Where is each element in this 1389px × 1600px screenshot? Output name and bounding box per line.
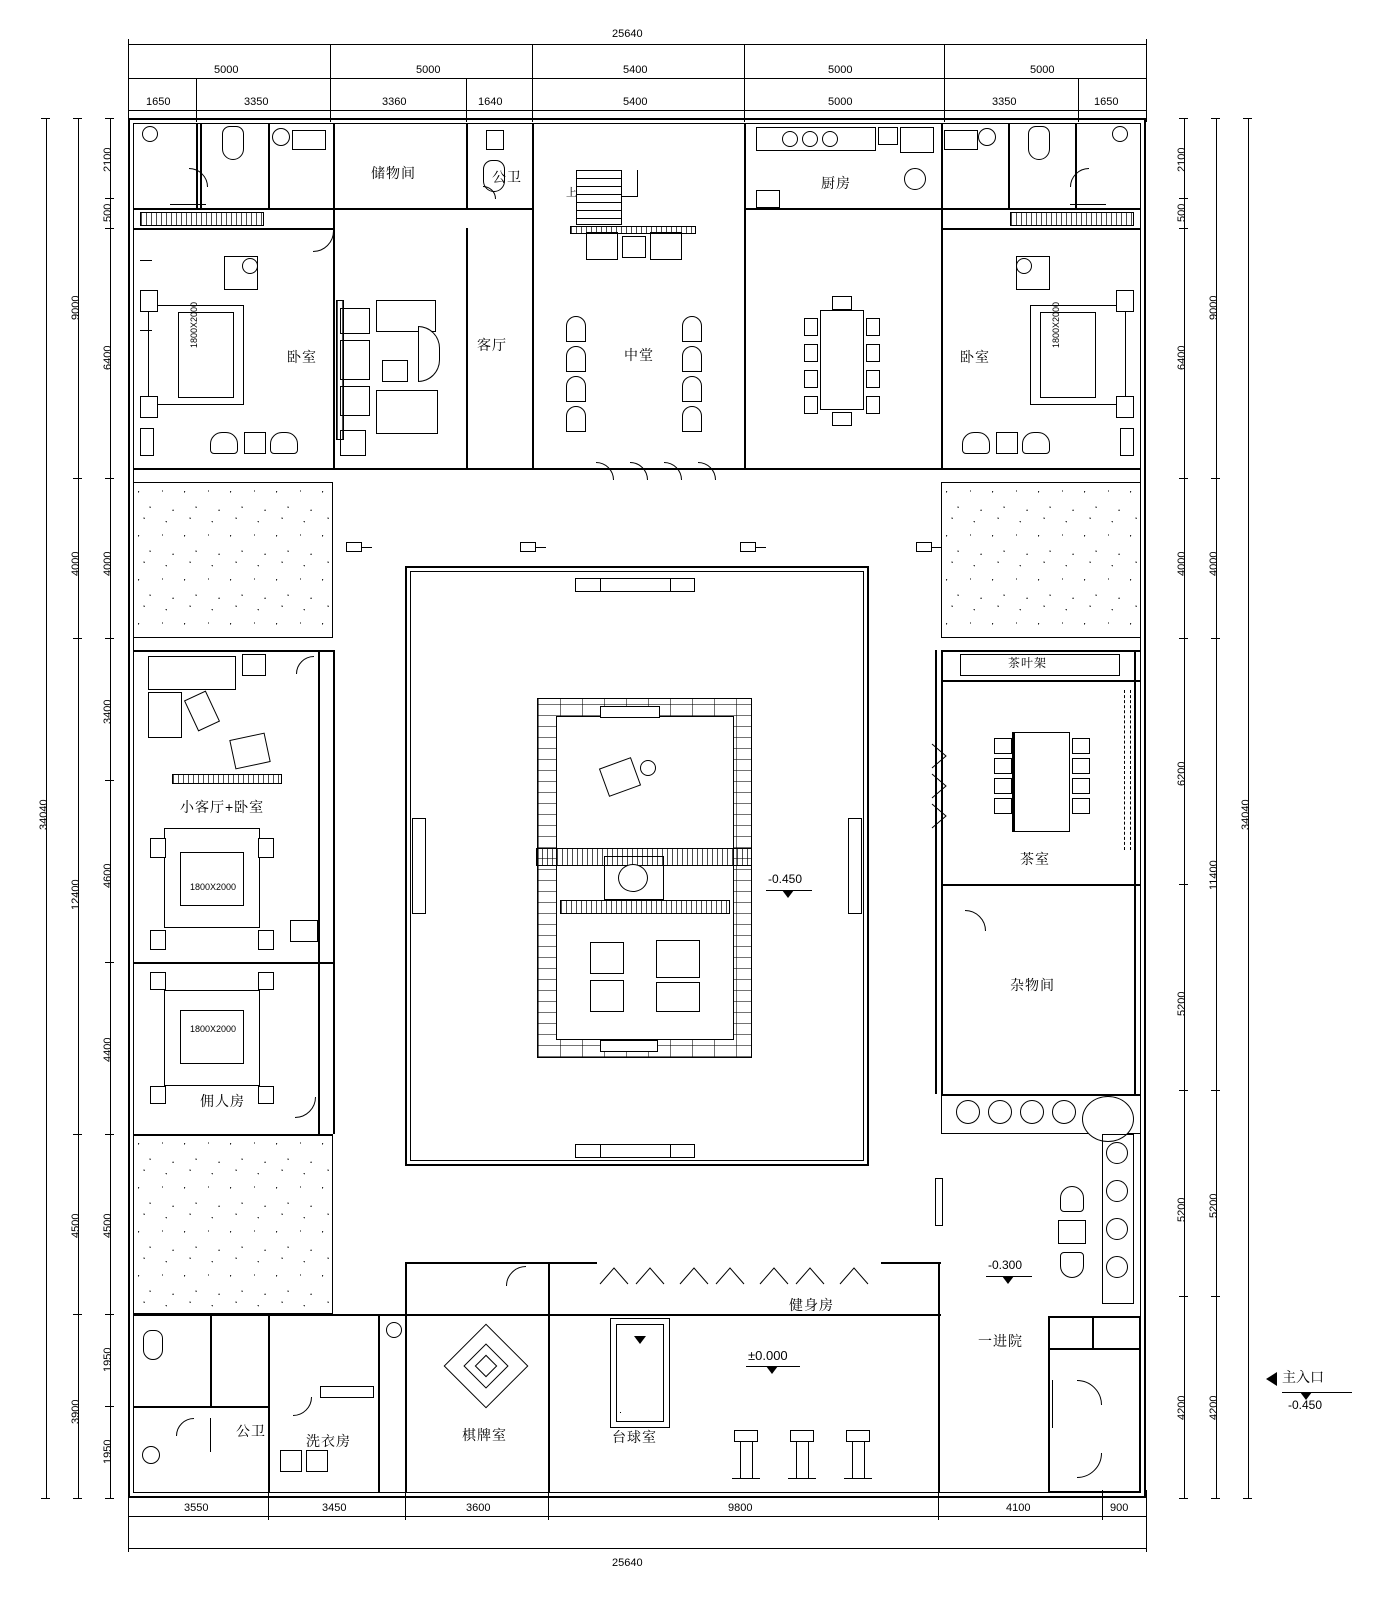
cabinet [756, 190, 780, 208]
garden-top-left [133, 482, 333, 638]
dim-right-i3: 4000 [1176, 551, 1188, 576]
dim-left-i4: 3400 [102, 699, 114, 724]
side-table [244, 432, 266, 454]
garden-top-right [941, 482, 1141, 638]
dim-bottom-overall: 25640 [612, 1557, 643, 1569]
dim-left-g4: 3900 [70, 1399, 82, 1424]
gym-machine [790, 1430, 814, 1442]
dim-top-r1-4: 5000 [1030, 64, 1055, 76]
dim-left-g0: 9000 [70, 295, 82, 320]
wardrobe-right [1010, 212, 1134, 226]
nightstand [150, 930, 166, 950]
armchair [1022, 432, 1050, 454]
hall-chair [682, 376, 702, 402]
nightstand [258, 838, 274, 858]
dim-right-overall: 34040 [1240, 799, 1252, 830]
hall-table [622, 236, 646, 258]
hall-chair [682, 406, 702, 432]
washing-machine-icon [280, 1450, 302, 1472]
chair-icon [1016, 258, 1032, 274]
hall-chair [566, 346, 586, 372]
dim-left-overall: 34040 [38, 799, 50, 830]
nightstand [258, 972, 274, 990]
bed-mattress [178, 312, 234, 398]
hall-armchair [586, 232, 618, 260]
plant-icon [988, 1100, 1012, 1124]
sofa-main [376, 390, 438, 434]
room-label-tea-room: 茶室 [1020, 851, 1050, 867]
cabinet [140, 428, 154, 456]
level-marker-courtyard-2: -0.300 [988, 1258, 1023, 1272]
hall-chair [566, 376, 586, 402]
room-label-central-hall: 中堂 [624, 347, 654, 363]
courtyard-gate-right [848, 818, 862, 914]
dim-bot-1: 3450 [322, 1502, 347, 1514]
tea-chair [1072, 798, 1090, 814]
nightstand [258, 1086, 274, 1104]
tea-chair [994, 798, 1012, 814]
sofa-seat [340, 308, 370, 334]
dim-right-g4: 4200 [1208, 1395, 1220, 1420]
stove-burner-icon [822, 131, 838, 147]
dim-right-g0: 9000 [1208, 295, 1220, 320]
nightstand [1116, 290, 1134, 312]
dim-right-i4: 6200 [1176, 761, 1188, 786]
dim-bot-3: 9800 [728, 1502, 753, 1514]
dim-left-g1: 4000 [70, 551, 82, 576]
side-table [996, 432, 1018, 454]
level-marker-courtyard: -0.450 [768, 872, 803, 886]
room-label-public-wc-bottom: 公卫 [236, 1423, 266, 1439]
outdoor-chair [1060, 1252, 1084, 1278]
basin-icon [978, 128, 996, 146]
room-label-tea-shelf: 茶叶架 [1008, 656, 1048, 670]
dim-right-i5: 5200 [1176, 991, 1188, 1016]
basin-icon [142, 1446, 160, 1464]
dining-chair [832, 412, 852, 426]
room-label-bedroom-left: 卧室 [287, 349, 317, 365]
dim-left-i6: 4400 [102, 1037, 114, 1062]
courtyard-bench [600, 1040, 658, 1052]
stair-up-label: 上 [566, 187, 577, 199]
basin-icon [272, 128, 290, 146]
dim-left-g3: 4500 [70, 1213, 82, 1238]
plant-icon [1106, 1256, 1128, 1278]
dim-line-left-group [78, 118, 79, 1498]
tea-chair [1072, 758, 1090, 774]
wall-panel [336, 300, 344, 440]
nightstand [140, 290, 158, 312]
dining-chair [866, 370, 880, 388]
dining-chair [866, 344, 880, 362]
wardrobe-left [140, 212, 264, 226]
room-label-living-room: 客厅 [477, 337, 507, 353]
level-marker-gym: ±0.000 [748, 1348, 788, 1363]
sink-icon [1112, 126, 1128, 142]
dim-left-i1: 500 [102, 203, 114, 222]
bed-mattress [1040, 312, 1096, 398]
tv-console [172, 774, 282, 784]
dim-bot-5: 900 [1110, 1502, 1129, 1514]
dining-chair [804, 370, 818, 388]
tea-table [1014, 732, 1070, 832]
dim-top-r2-4: 5400 [623, 96, 648, 108]
plant-icon [386, 1322, 402, 1338]
dining-chair [804, 344, 818, 362]
dining-chair [866, 318, 880, 336]
dim-left-i5: 4600 [102, 863, 114, 888]
room-label-servant-room: 佣人房 [200, 1093, 245, 1109]
dim-top-r2-5: 5000 [828, 96, 853, 108]
room-label-first-courtyard: 一进院 [978, 1333, 1023, 1349]
bed-size-label-right: 1800X2000 [1051, 301, 1061, 348]
dim-left-i3: 4000 [102, 551, 114, 576]
plant-icon [1020, 1100, 1044, 1124]
dim-top-r2-1: 3350 [244, 96, 269, 108]
dim-line-bottom-row [128, 1516, 1146, 1517]
toilet-icon [222, 126, 244, 160]
coffee-table [382, 360, 408, 382]
garden-bottom-left [133, 1134, 333, 1314]
dim-left-i0: 2100 [102, 147, 114, 172]
dining-chair [832, 296, 852, 310]
outdoor-armchair [590, 942, 624, 974]
sofa-seat [148, 692, 182, 738]
dim-top-r1-0: 5000 [214, 64, 239, 76]
plant-icon [956, 1100, 980, 1124]
plant-icon [1052, 1100, 1076, 1124]
hall-chair [566, 406, 586, 432]
bed-size-label-2: 1800X2000 [190, 1024, 237, 1034]
dim-line-bottom-outer [128, 1548, 1146, 1549]
hall-chair [682, 316, 702, 342]
dining-chair [804, 396, 818, 414]
stove-burner-icon [802, 131, 818, 147]
plant-icon [1106, 1180, 1128, 1202]
nightstand [140, 396, 158, 418]
dim-right-i2: 6400 [1176, 345, 1188, 370]
room-label-chess-card-room: 棋牌室 [462, 1427, 507, 1443]
dim-top-r2-7: 1650 [1094, 96, 1119, 108]
courtyard-decking [560, 900, 730, 914]
dim-left-g2: 12400 [70, 879, 82, 910]
armchair [210, 432, 238, 454]
dim-line-left-inner [110, 118, 111, 1498]
dim-right-i0: 2100 [1176, 147, 1188, 172]
main-entrance-level: -0.450 [1288, 1398, 1323, 1412]
counter [320, 1386, 374, 1398]
dining-chair [866, 396, 880, 414]
dim-right-g2: 11400 [1208, 860, 1220, 890]
courtyard-bench [600, 706, 660, 718]
cabinet [878, 127, 898, 145]
sofa [340, 340, 370, 380]
room-label-gym: 健身房 [789, 1297, 834, 1313]
dim-left-i7: 4500 [102, 1213, 114, 1238]
folding-door-row-icon [596, 1262, 886, 1286]
dim-line-right-inner [1184, 118, 1185, 1498]
bed-mattress [180, 852, 244, 906]
tea-chair [994, 778, 1012, 794]
courtyard-gate-bottom [575, 1144, 695, 1158]
toilet-icon [1028, 126, 1050, 160]
room-label-storage: 储物间 [371, 165, 416, 181]
gym-machine [734, 1430, 758, 1442]
dim-top-r1-2: 5400 [623, 64, 648, 76]
dim-line-top-row2 [128, 110, 1146, 111]
dim-top-r2-0: 1650 [146, 96, 171, 108]
dim-bot-2: 3600 [466, 1502, 491, 1514]
tea-chair [994, 758, 1012, 774]
appliance-icon [904, 168, 926, 190]
dining-table [820, 310, 864, 410]
dim-right-i6: 5200 [1176, 1197, 1188, 1222]
plant-icon [1106, 1142, 1128, 1164]
fountain-icon [618, 864, 648, 892]
gate-post [346, 542, 362, 552]
dim-line-top-row1 [128, 78, 1146, 79]
toilet-icon [143, 1330, 163, 1360]
hall-chair [566, 316, 586, 342]
side-table [242, 654, 266, 676]
outdoor-armchair [590, 980, 624, 1012]
gate-post [740, 542, 756, 552]
dim-top-r1-3: 5000 [828, 64, 853, 76]
nightstand [150, 838, 166, 858]
wall-opening [935, 1178, 943, 1226]
hall-armchair [650, 232, 682, 260]
room-label-kitchen: 厨房 [821, 175, 851, 191]
courtyard-gate-top [575, 578, 695, 592]
room-label-laundry-room: 洗衣房 [306, 1433, 351, 1449]
kitchen-sink-icon [900, 127, 934, 153]
dim-top-r2-2: 3360 [382, 96, 407, 108]
dim-top-r2-6: 3350 [992, 96, 1017, 108]
sink-icon [142, 126, 158, 142]
hall-console [570, 226, 696, 234]
dim-right-i1: 500 [1176, 203, 1188, 222]
gate-post [520, 542, 536, 552]
dim-bot-4: 4100 [1006, 1502, 1031, 1514]
stove-burner-icon [782, 131, 798, 147]
dim-left-i8: 1950 [102, 1347, 114, 1372]
plant-icon [1106, 1218, 1128, 1240]
dim-top-r2-3: 1640 [478, 96, 503, 108]
chair-icon [242, 258, 258, 274]
room-label-billiards-room: 台球室 [612, 1429, 657, 1445]
outdoor-sofa [656, 982, 700, 1012]
dim-bot-0: 3550 [184, 1502, 209, 1514]
gate-post [916, 542, 932, 552]
courtyard-gate-left [412, 818, 426, 914]
bed-mattress [180, 1010, 244, 1064]
bed-size-label-left: 1800X2000 [189, 301, 199, 348]
tea-chair [1072, 778, 1090, 794]
room-label-bedroom-right: 卧室 [960, 349, 990, 365]
hall-chair [682, 346, 702, 372]
room-label-utility-room: 杂物间 [1010, 977, 1055, 993]
room-label-public-wc-top: 公卫 [492, 169, 522, 185]
dim-left-i2: 6400 [102, 345, 114, 370]
main-entrance-label: 主入口 [1282, 1369, 1324, 1385]
dryer-icon [306, 1450, 328, 1472]
cabinet [1120, 428, 1134, 456]
main-entrance-arrow-icon [1266, 1372, 1277, 1386]
counter [292, 130, 326, 150]
outdoor-table [1058, 1220, 1086, 1244]
dim-top-r1-1: 5000 [416, 64, 441, 76]
nightstand [258, 930, 274, 950]
dim-top-overall: 25640 [612, 28, 643, 40]
dim-right-g3: 5200 [1208, 1193, 1220, 1218]
tea-chair [1072, 738, 1090, 754]
nightstand [150, 1086, 166, 1104]
counter [944, 130, 978, 150]
outdoor-chair [1060, 1186, 1084, 1212]
armchair [962, 432, 990, 454]
round-side-table [640, 760, 656, 776]
dim-left-i9: 1950 [102, 1439, 114, 1464]
tea-chair [994, 738, 1012, 754]
nightstand [1116, 396, 1134, 418]
dim-right-g1: 4000 [1208, 551, 1220, 576]
dim-right-i7: 4200 [1176, 1395, 1188, 1420]
dim-line-right-group [1216, 118, 1217, 1498]
dim-line-top-outer [128, 44, 1146, 45]
folding-door-icon [930, 742, 952, 838]
dining-chair [804, 318, 818, 336]
sofa [148, 656, 236, 690]
room-label-small-living-bedroom: 小客厅+卧室 [180, 799, 265, 815]
sofa-seat [340, 386, 370, 416]
nightstand [150, 972, 166, 990]
bed-size-label-1: 1800X2000 [190, 882, 237, 892]
cistern [486, 130, 504, 150]
gym-machine [846, 1430, 870, 1442]
cabinet [290, 920, 318, 942]
outdoor-sofa [656, 940, 700, 978]
armchair [270, 432, 298, 454]
